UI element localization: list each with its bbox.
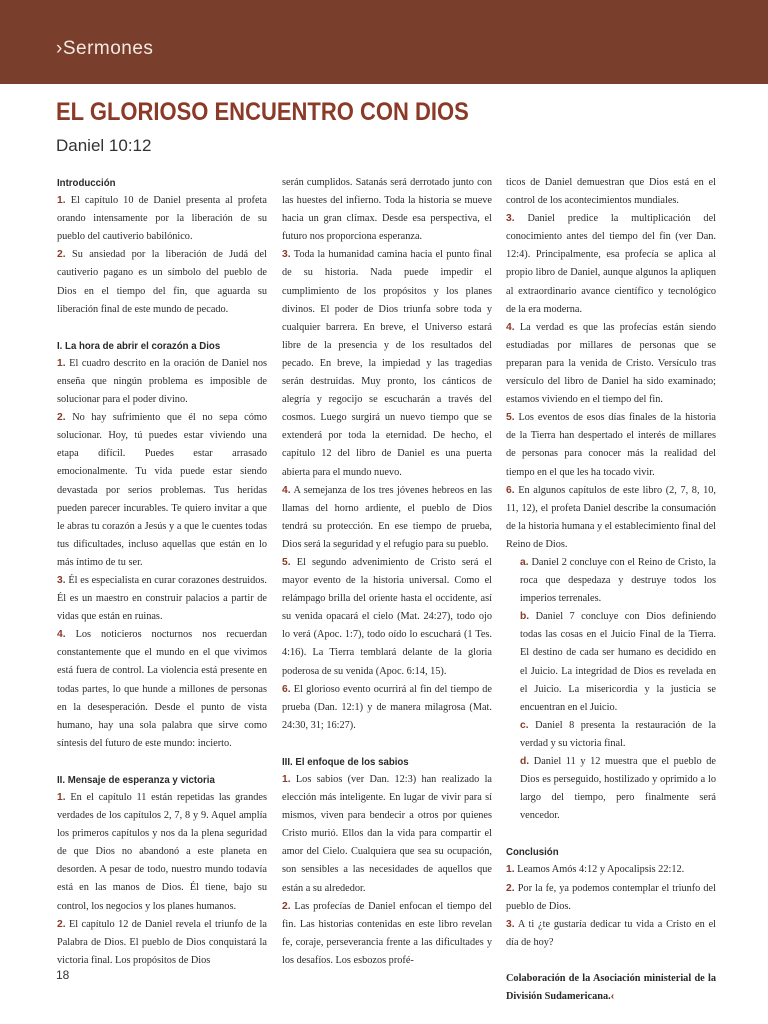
paragraph: 5. El segundo advenimiento de Cristo será el mayor evento de la historia universal. Como el relámpago brilla del oriente hasta el occidente, así su venida opacará el cielo (Mat. 24:27), todo ojo lo verá (Apoc. 1:7), todo oído lo escuchará (1 Tes. 4:16). La Tierra temblará delante de la gloria poderosa de su venida (Apoc. 6:14, 15).	[282, 556, 492, 677]
sub-item: b. Daniel 7 concluye con Dios definiendo todas las cosas en el Juicio Final de la Tierra. El destino de cada ser humano es decidido en el Juicio. La integridad de Dios es revelada en el Juicio. La misericordia y la justicia se encuentran en el Juicio.	[520, 611, 717, 713]
paragraph: 1. Leamos Amós 4:12 y Apocalipsis 22:12.	[506, 864, 685, 876]
end-mark-icon: ‹	[610, 991, 615, 1003]
paragraph: 3. Daniel predice la multiplicación del conocimiento antes del tiempo del fin (ver Dan. 12:4). Principalmente, esa profecía se aplica al propio libro de Daniel, aunque algunos la apliquen al extraordinario avance científico y tecnológico de la era moderna.	[506, 213, 717, 315]
paragraph: 3. Toda la humanidad camina hacia el punto final de su historia. Nada puede impedir el cumplimiento de los propósitos y los planes divinos. El poder de Dios triunfa sobre toda y cualquier barrera. En breve, el Universo estará libre de la presencia y de los resultados del pecado. En breve, la impiedad y las tragedias serán destruidas. Muy pronto, los cánticos de alegría y regocijo se escucharán a través del cosmos. Luego surgirá un nuevo tiempo que se extenderá por toda la eternidad. De hecho, el capítulo 12 del libro de Daniel es una puerta abierta para el mundo nuevo.	[282, 249, 492, 478]
section-label: ›Sermones	[56, 38, 154, 59]
paragraph: ticos de Daniel demuestran que Dios está en el control de los acontecimientos mundiales.	[506, 177, 716, 207]
column-3	[506, 174, 716, 1006]
column-2	[282, 174, 492, 970]
paragraph: 1. Los sabios (ver Dan. 12:3) han realizado la elección más inteligente. En lugar de vivir para sí mismos, viven para bendecir a otros por quienes Cristo murió. Ellos dan la vida para compartir el amor del Cielo. Cualquiera que sea su ocupación, son sensibles a las necesidades de aquellos que están a su alrededor.	[282, 774, 493, 894]
paragraph: serán cumplidos. Satanás será derrotado junto con las huestes del infierno. Toda la historia se mueve hacia un gran clímax. Desde esa perspectiva, el futuro nos proporciona esperanza.	[282, 177, 492, 243]
credit-line: Colaboración de la Asociación ministerial de la División Sudamericana.‹	[506, 972, 716, 1003]
heading-section-2: II. Mensaje de esperanza y victoria	[57, 773, 215, 786]
paragraph: 2. Su ansiedad por la liberación de Judá del cautiverio pagano es un símbolo del pueblo de Dios en el tiempo del fin, que aguarda su liberación final de este mundo de pecado.	[57, 249, 267, 315]
paragraph: 2. El capítulo 12 de Daniel revela el triunfo de la Palabra de Dios. El pueblo de Dios conquistará la victoria final. Los propósitos de Dios	[57, 918, 267, 966]
article-subtitle: Daniel 10:12	[56, 136, 152, 155]
heading-section-1: I. La hora de abrir el corazón a Dios	[57, 339, 221, 352]
page-number: 18	[56, 968, 70, 982]
paragraph: 4. Los noticieros nocturnos nos recuerdan constantemente que el mundo en el que vivimos está fuera de control. La violencia está presente en todas partes, lo que hunde a millones de personas en la desesperación. Desde el punto de vista humano, hay una sola palabra que sirve como síntesis del futuro de este mundo: incierto.	[57, 629, 267, 749]
paragraph: 2. No hay sufrimiento que él no sepa cómo solucionar. Hoy, tú puedes estar viviendo una etapa difícil. Puedes estar arrasado emocionalmente. Tu vida puede estar siendo devastada por serios problemas. Tus heridas pueden parecer incurables. Te quiero invitar a que le abras tu corazón a Jesús y a que le cuentes todas tus dificultades, incluso aquellas que están en lo más íntimo de tu ser.	[57, 412, 267, 568]
paragraph: 4. La verdad es que las profecías están siendo estudiadas por millares de personas que se preparan para la venida de Cristo. Versículo tras versículo del libro de Daniel ha sido examinado; estamos viviendo en el tiempo del fin.	[506, 321, 716, 406]
heading-introduction: Introducción	[57, 177, 116, 189]
paragraph: 1. En el capítulo 11 están repetidas las grandes verdades de los capítulos 2, 7, 8 y 9. Aquel amplía los primeros capítulos y nos da la plena seguridad de que Dios no abandonó a este planeta en desorden. A pesar de todo, nuestro mundo todavía está en las manos de Dios. Él tiene, bajo su control, los negocios y los planes humanos.	[57, 792, 267, 912]
heading-section-3: III. El enfoque de los sabios	[282, 755, 409, 768]
sub-item: a. Daniel 2 concluye con el Reino de Cristo, la roca que despedaza y destruye todos los imperios terrenales.	[520, 556, 716, 605]
paragraph: 6. En algunos capítulos de este libro (2, 7, 8, 10, 11, 12), el profeta Daniel describe la consumación de la historia humana y el establecimiento final del Reino de Dios.	[506, 484, 716, 550]
paragraph: 3. A ti ¿te gustaría dedicar tu vida a Cristo en el día de hoy?	[506, 918, 717, 948]
sub-item: d. Daniel 11 y 12 muestra que el pueblo de Dios es perseguido, hostilizado y oprimido a lo largo del tiempo, pero finalmente será vencedor.	[520, 756, 716, 822]
sub-item: c. Daniel 8 presenta la restauración de la verdad y su victoria final.	[520, 719, 716, 749]
paragraph: 1. El capítulo 10 de Daniel presenta al profeta orando intensamente por la liberación de su pueblo del cautiverio babilónico.	[57, 195, 267, 243]
paragraph: 2. Por la fe, ya podemos contemplar el triunfo del pueblo de Dios.	[506, 882, 716, 912]
paragraph: 3. Él es especialista en curar corazones destruidos. Él es un maestro en construir palacios a partir de vidas que están en ruinas.	[57, 574, 268, 623]
paragraph: 2. Las profecías de Daniel enfocan el tiempo del fin. Las historias contenidas en este libro revelan fe, coraje, perseverancia frente a las dificultades y los desafíos. Los esbozos profé-	[282, 900, 492, 966]
paragraph: 5. Los eventos de esos días finales de la historia de la Tierra han despertado el interés de millares de personas para conocer más la realidad del tiempo en el que les ha tocado vivir.	[506, 412, 716, 478]
column-1	[57, 174, 267, 970]
paragraph: 4. A semejanza de los tres jóvenes hebreos en las llamas del horno ardiente, el pueblo de Dios tendrá su protección. En ese tiempo de prueba, Dios será la seguridad y el refugio para su pueblo.	[282, 484, 492, 550]
paragraph: 1. El cuadro descrito en la oración de Daniel nos enseña que ningún problema es imposible de solucionar para el poder divino.	[57, 357, 267, 406]
article-title: EL GLORIOSO ENCUENTRO CON DIOS	[56, 98, 469, 126]
heading-conclusion: Conclusión	[506, 846, 559, 859]
paragraph: 6. El glorioso evento ocurrirá al fin del tiempo de prueba (Dan. 12:1) y de manera milagrosa (Mat. 24:30, 31; 16:27).	[282, 683, 493, 731]
